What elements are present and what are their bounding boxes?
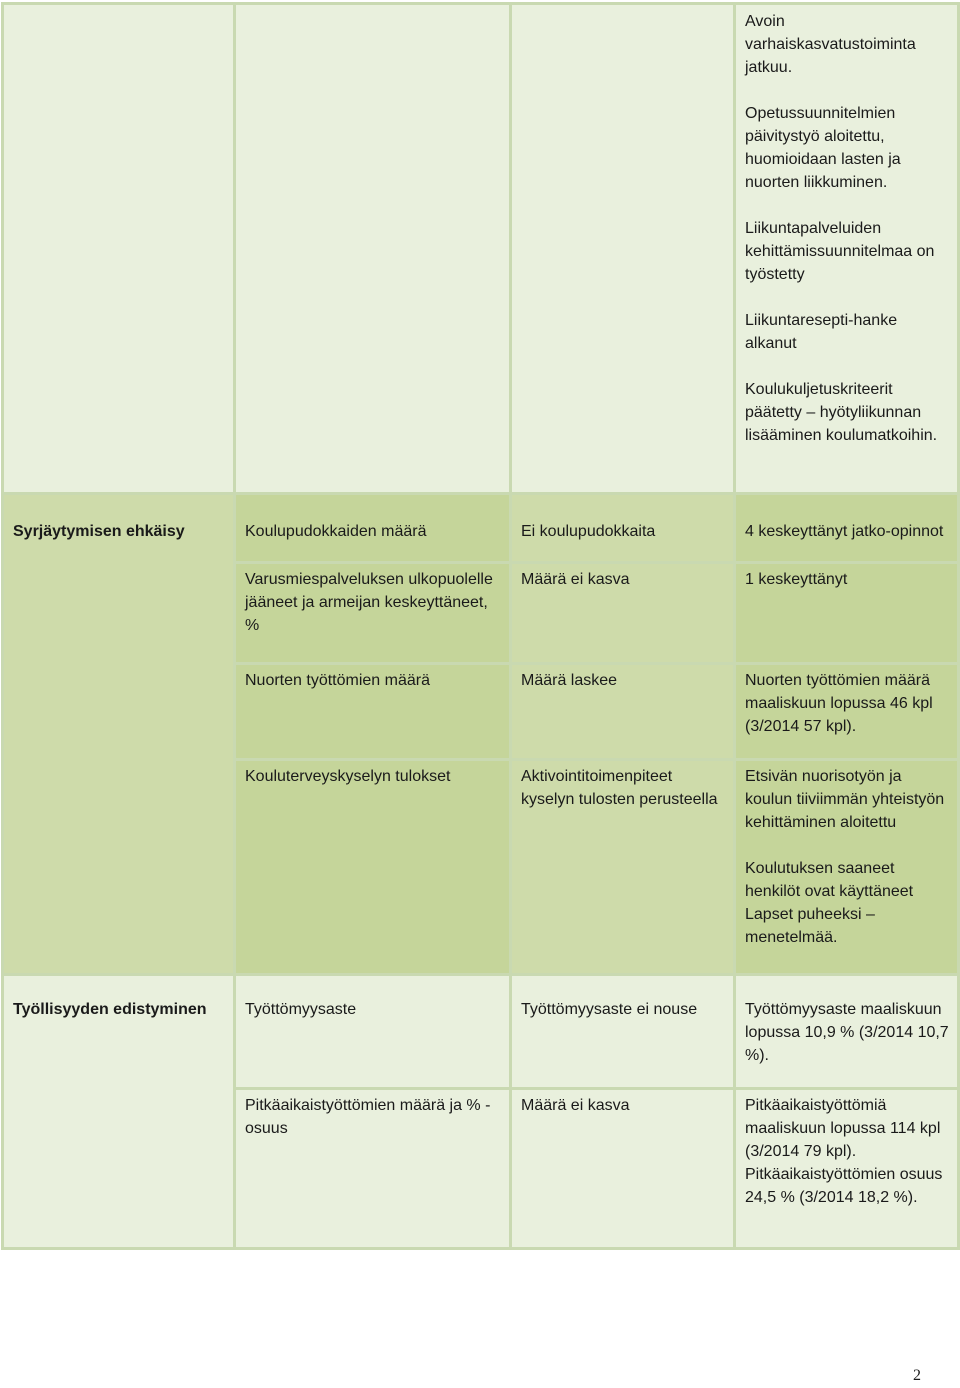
target-text: Määrä laskee <box>521 672 618 689</box>
indicator-cell <box>235 4 511 494</box>
status-text: Liikuntapalveluiden kehittämissuunnitelmaa on työstetty <box>745 220 935 283</box>
table-row <box>3 494 959 563</box>
status-text: Etsivän nuorisotyön ja koulun tiiviimmän yhteistyön kehittäminen aloitettu <box>745 768 945 831</box>
status-text: Liikuntaresepti-hanke alkanut <box>745 312 898 352</box>
target-text: Määrä ei kasva <box>521 1097 630 1114</box>
status-cell <box>735 975 959 1089</box>
indicator-cell <box>235 494 511 563</box>
status-cell <box>735 1089 959 1249</box>
table-row <box>3 4 959 494</box>
status-text: 4 keskeyttänyt jatko-opinnot <box>745 523 944 540</box>
target-cell <box>511 563 735 664</box>
section-heading: Työllisyyden edistyminen <box>13 1001 207 1018</box>
status-text: Koulutuksen saaneet henkilöt ovat käyttäneet Lapset puheeksi – menetelmää. <box>745 860 914 946</box>
table-row <box>3 975 959 1089</box>
target-cell <box>511 1089 735 1249</box>
indicator-cell <box>235 664 511 760</box>
target-cell <box>511 4 735 494</box>
indicator-cell <box>235 1089 511 1249</box>
target-text: Määrä ei kasva <box>521 571 630 588</box>
target-cell <box>511 664 735 760</box>
indicator-cell <box>235 760 511 975</box>
indicator-text: Työttömyysaste <box>245 1001 357 1018</box>
status-cell <box>735 494 959 563</box>
indicator-text: Varusmiespalveluksen ulkopuolelle jääneet ja armeijan keskeyttäneet, % <box>245 571 493 634</box>
section-heading-cell <box>3 975 235 1249</box>
status-text: Työttömyysaste maaliskuun lopussa 10,9 % (3/2014 10,7 %). <box>745 1001 949 1064</box>
indicator-text: Kouluterveyskyselyn tulokset <box>245 768 451 785</box>
target-cell <box>511 975 735 1089</box>
status-text: Nuorten työttömien määrä maaliskuun lopussa 46 kpl (3/2014 57 kpl). <box>745 672 933 735</box>
target-cell <box>511 494 735 563</box>
section-heading-cell <box>3 4 235 494</box>
status-text: 1 keskeyttänyt <box>745 571 848 588</box>
results-table <box>1 2 960 1250</box>
indicator-text: Nuorten työttömien määrä <box>245 672 430 689</box>
target-text: Ei koulupudokkaita <box>521 523 656 540</box>
indicator-text: Koulupudokkaiden määrä <box>245 523 427 540</box>
target-text: Työttömyysaste ei nouse <box>521 1001 698 1018</box>
target-cell <box>511 760 735 975</box>
status-cell <box>735 4 959 494</box>
status-text: Koulukuljetuskriteerit päätetty – hyötyliikunnan lisääminen koulumatkoihin. <box>745 381 938 444</box>
status-cell <box>735 760 959 975</box>
indicator-cell <box>235 975 511 1089</box>
indicator-cell <box>235 563 511 664</box>
status-text: Opetussuunnitelmien päivitystyö aloitettu, huomioidaan lasten ja nuorten liikkuminen. <box>745 105 901 191</box>
section-heading: Syrjäytymisen ehkäisy <box>13 523 185 540</box>
target-text: Aktivointitoimenpiteet kyselyn tulosten perusteella <box>521 768 718 808</box>
status-text: Pitkäaikaistyöttömiä maaliskuun lopussa 114 kpl (3/2014 79 kpl). Pitkäaikaistyöttömien osuus 24,5 % (3/2014 18,2 %). <box>745 1097 943 1206</box>
status-text: Avoin varhaiskasvatustoiminta jatkuu. <box>745 13 916 76</box>
indicator-text: Pitkäaikaistyöttömien määrä ja % -osuus <box>245 1097 491 1137</box>
status-cell <box>735 664 959 760</box>
page-number: 2 <box>913 1367 921 1384</box>
status-cell <box>735 563 959 664</box>
section-heading-cell <box>3 494 235 975</box>
